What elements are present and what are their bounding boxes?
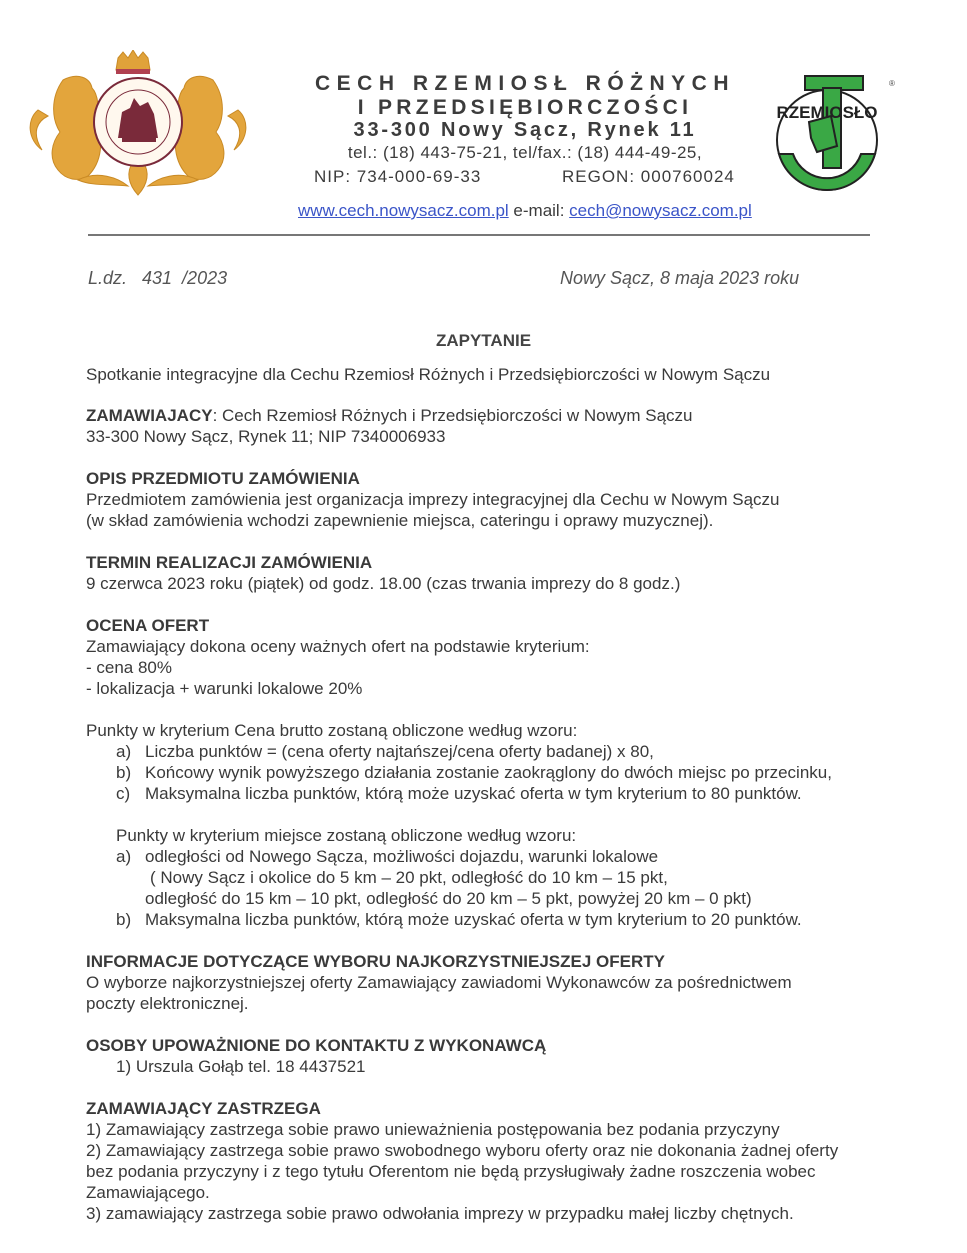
header-divider [88, 234, 870, 236]
logo-text: RZEMIOSŁO [776, 103, 878, 122]
ordering-party-address: 33-300 Nowy Sącz, Rynek 11; NIP 7340006933 [86, 427, 446, 446]
price-item-marker: b) [116, 763, 132, 782]
description-heading: OPIS PRZEDMIOTU ZAMÓWIENIA [86, 469, 360, 488]
place-date: Nowy Sącz, 8 maja 2023 roku [560, 268, 800, 288]
email-label: e-mail: [513, 201, 565, 220]
guild-crest-lions-icon [18, 50, 258, 200]
contacts-heading: OSOBY UPOWAŻNIONE DO KONTAKTU Z WYKONAWCĄ [86, 1036, 547, 1055]
place-item-detail: odległość do 15 km – 10 pkt, odległość do 20 km – 5 pkt, powyżej 20 km – 0 pkt) [145, 889, 752, 908]
reservations-heading: ZAMAWIAJĄCY ZASTRZEGA [86, 1099, 321, 1118]
place-item-marker: b) [116, 910, 132, 929]
reservation-line: 2) Zamawiający zastrzega sobie prawo swobodnego wyboru oferty oraz nie dokonania żadnej oferty [86, 1141, 839, 1160]
place-criterion-intro: Punkty w kryterium miejsce zostaną obliczone według wzoru: [116, 826, 577, 845]
evaluation-criterion: - cena 80% [86, 658, 172, 677]
org-address: 33-300 Nowy Sącz, Rynek 11 [353, 119, 697, 141]
place-item-marker: a) [116, 847, 132, 866]
org-ids [314, 167, 774, 187]
org-regon: REGON: 000760024 [562, 167, 735, 186]
email-link[interactable]: cech@nowysacz.com.pl [569, 201, 752, 220]
org-contact-links [298, 201, 818, 221]
price-item-marker: c) [116, 784, 131, 803]
selection-info-line: poczty elektronicznej. [86, 994, 249, 1013]
place-item-detail: ( Nowy Sącz i okolice do 5 km – 20 pkt, odległość do 10 km – 15 pkt, [150, 868, 668, 887]
evaluation-criterion: - lokalizacja + warunki lokalowe 20% [86, 679, 363, 698]
evaluation-heading: OCENA OFERT [86, 616, 210, 635]
price-item: Liczba punktów = (cena oferty najtańszej/cena oferty badanej) x 80, [145, 742, 654, 761]
reference-number: L.dz. 431 /2023 [88, 268, 228, 288]
ordering-party-label: ZAMAWIAJACY [86, 406, 213, 425]
document-title: ZAPYTANIE [435, 331, 532, 350]
deadline-text: 9 czerwca 2023 roku (piątek) od godz. 18.00 (czas trwania imprezy do 8 godz.) [86, 574, 681, 593]
document-subject: Spotkanie integracyjne dla Cechu Rzemiosł Różnych i Przedsiębiorczości w Nowym Sączu [86, 365, 771, 384]
rzemioslo-logo-icon [765, 72, 900, 197]
price-criterion-intro: Punkty w kryterium Cena brutto zostaną obliczone według wzoru: [86, 721, 578, 740]
registered-mark: ® [889, 79, 895, 88]
place-item: Maksymalna liczba punktów, którą może uzyskać oferta w tym kryterium to 20 punktów. [145, 910, 802, 929]
deadline-heading: TERMIN REALIZACJI ZAMÓWIENIA [86, 553, 373, 572]
price-item-marker: a) [116, 742, 132, 761]
place-item: odległości od Nowego Sącza, możliwości dojazdu, warunki lokalowe [145, 847, 659, 866]
website-link[interactable]: www.cech.nowysacz.com.pl [298, 201, 509, 220]
evaluation-intro: Zamawiający dokona oceny ważnych ofert na podstawie kryterium: [86, 637, 590, 656]
price-item: Końcowy wynik powyższego działania zostanie zaokrąglony do dwóch miejsc po przecinku, [145, 763, 832, 782]
selection-info-line: O wyborze najkorzystniejszej oferty Zamawiający zawiadomi Wykonawców za pośrednictwem [86, 973, 792, 992]
org-nip: NIP: 734-000-69-33 [314, 167, 482, 186]
ordering-party-value: : Cech Rzemiosł Różnych i Przedsiębiorczości w Nowym Sączu [212, 406, 693, 425]
reservation-line: Zamawiającego. [86, 1183, 210, 1202]
org-name-line2: I PRZEDSIĘBIORCZOŚCI [357, 96, 693, 119]
reservation-line: 1) Zamawiający zastrzega sobie prawo unieważnienia postępowania bez podania przyczyny [86, 1120, 780, 1139]
description-line: Przedmiotem zamówienia jest organizacja imprezy integracyjnej dla Cechu w Nowym Sączu [86, 490, 780, 509]
ordering-party [86, 405, 693, 426]
reservation-line: bez podania przyczyny i z tego tytułu Oferentom nie będą przysługiwały żadne roszczenia wobec [86, 1162, 816, 1181]
description-line: (w skład zamówienia wchodzi zapewnienie miejsca, cateringu i oprawy muzycznej). [86, 511, 714, 530]
org-name-line1: CECH RZEMIOSŁ RÓŻNYCH [315, 72, 735, 95]
org-phones: tel.: (18) 443-75-21, tel/fax.: (18) 444-49-25, [347, 143, 703, 162]
price-item: Maksymalna liczba punktów, którą może uzyskać oferta w tym kryterium to 80 punktów. [145, 784, 802, 803]
contact-person: 1) Urszula Gołąb tel. 18 4437521 [116, 1057, 366, 1076]
selection-info-heading: INFORMACJE DOTYCZĄCE WYBORU NAJKORZYSTNIEJSZEJ OFERTY [86, 952, 665, 971]
reservation-line: 3) zamawiający zastrzega sobie prawo odwołania imprezy w przypadku małej liczby chętnych. [86, 1204, 794, 1223]
